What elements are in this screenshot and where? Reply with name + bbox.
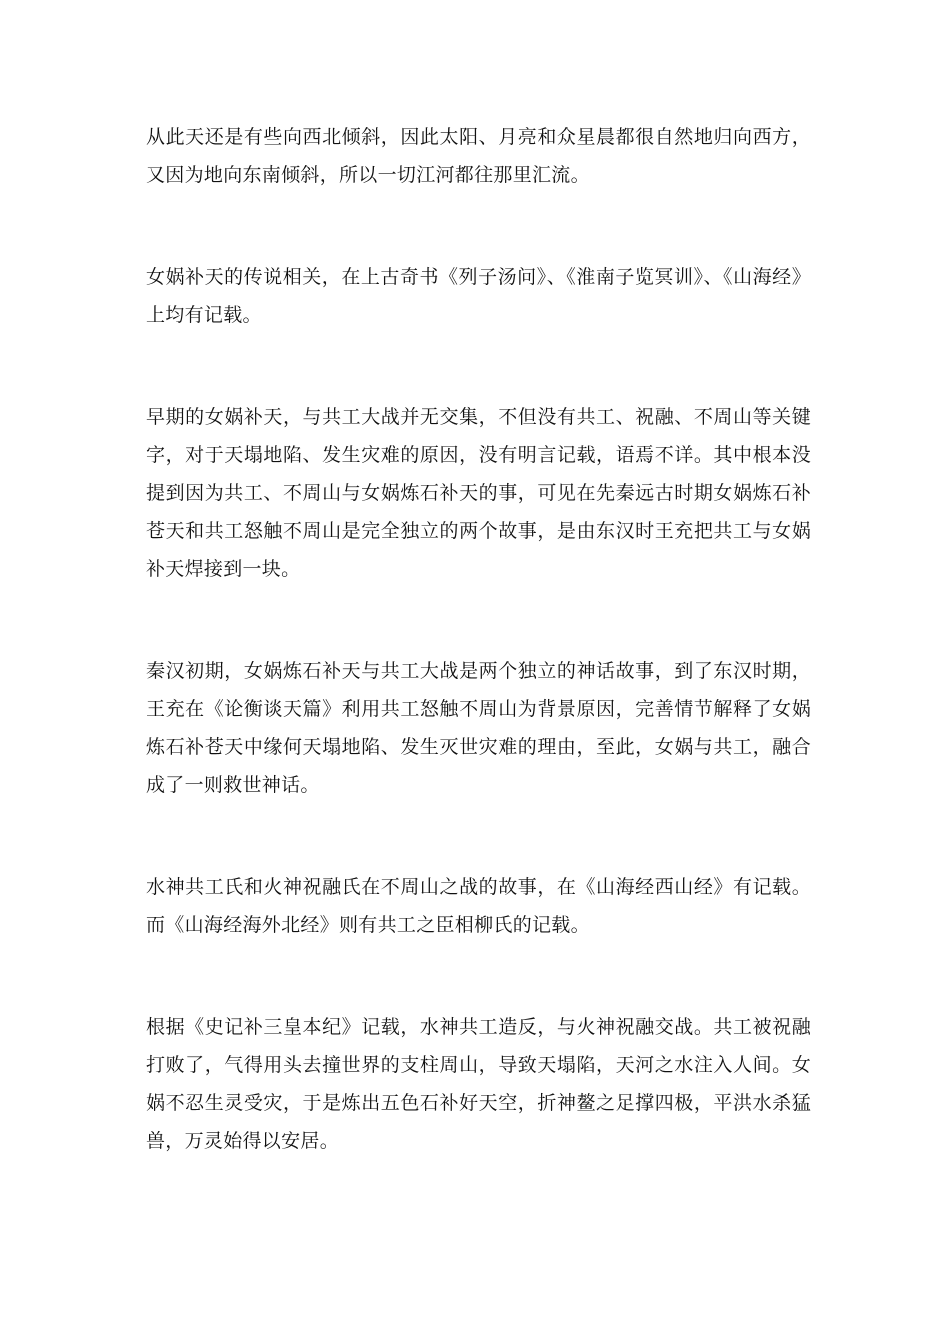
paragraph-1: 从此天还是有些向西北倾斜，因此太阳、月亮和众星晨都很自然地归向西方，又因为地向东南倾斜，所以一切江河都往那里汇流。 xyxy=(146,126,811,186)
paragraph-3: 早期的女娲补天，与共工大战并无交集，不但没有共工、祝融、不周山等关键字，对于天塌地陷、发生灾难的原因，没有明言记载，语焉不详。其中根本没提到因为共工、不周山与女娲炼石补天的事，可见在先秦远古时期女娲炼石补苍天和共工怒触不周山是完全独立的两个故事，是由东汉时王充把共工与女娲补天焊接到一块。 xyxy=(146,406,811,580)
paragraph-5: 水神共工氏和火神祝融氏在不周山之战的故事，在《山海经西山经》有记载。而《山海经海外北经》则有共工之臣相柳氏的记载。 xyxy=(146,876,811,936)
paragraph-4: 秦汉初期，女娲炼石补天与共工大战是两个独立的神话故事，到了东汉时期，王充在《论衡谈天篇》利用共工怒触不周山为背景原因，完善情节解释了女娲炼石补苍天中缘何天塌地陷、发生灭世灾难的理由，至此，女娲与共工，融合成了一则救世神话。 xyxy=(146,660,811,796)
paragraph-6: 根据《史记补三皇本纪》记载，水神共工造反，与火神祝融交战。共工被祝融打败了，气得用头去撞世界的支柱周山，导致天塌陷，天河之水注入人间。女娲不忍生灵受灾，于是炼出五色石补好天空，折神鳌之足撑四极，平洪水杀猛兽，万灵始得以安居。 xyxy=(146,1016,811,1152)
paragraph-2: 女娲补天的传说相关，在上古奇书《列子汤问》、《淮南子览冥训》、《山海经》上均有记载。 xyxy=(146,266,811,326)
